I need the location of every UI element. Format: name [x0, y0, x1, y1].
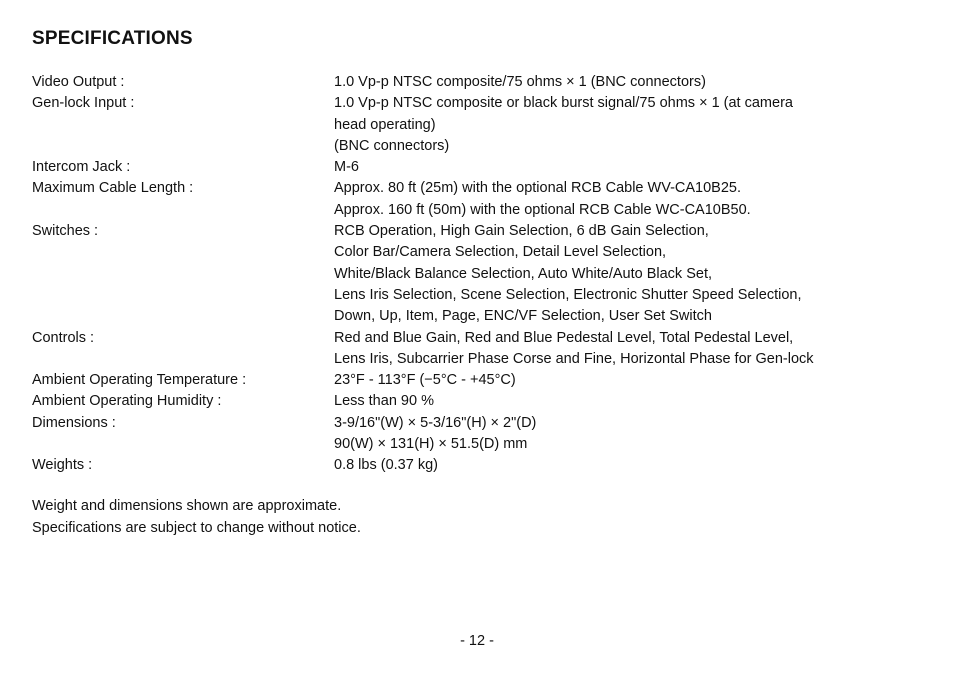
spec-values	[334, 157, 912, 178]
spec-value-line: Color Bar/Camera Selection, Detail Level Selection,	[334, 244, 667, 261]
spec-label: Switches :	[32, 223, 99, 240]
spec-value-line: White/Black Balance Selection, Auto White/Auto Black Set,	[334, 265, 712, 282]
page-number: - 12 -	[460, 633, 494, 649]
spec-value-line: Lens Iris Selection, Scene Selection, Electronic Shutter Speed Selection,	[334, 286, 802, 303]
spec-table	[32, 72, 912, 477]
spec-values	[334, 178, 912, 221]
notes	[32, 496, 361, 539]
spec-label: Maximum Cable Length :	[32, 180, 194, 197]
spec-label: Ambient Operating Temperature :	[32, 372, 247, 389]
spec-values	[334, 221, 912, 327]
spec-value-line: M-6	[334, 159, 359, 176]
spec-value-line: 1.0 Vp-p NTSC composite/75 ohms × 1 (BNC connectors)	[334, 74, 706, 90]
spec-row	[32, 328, 912, 371]
spec-label: Ambient Operating Humidity :	[32, 393, 222, 410]
spec-value-line: 90(W) × 131(H) × 51.5(D) mm	[334, 436, 528, 453]
spec-value-line: Approx. 160 ft (50m) with the optional RCB Cable WC-CA10B50.	[334, 201, 751, 218]
spec-label: Intercom Jack :	[32, 159, 131, 176]
spec-value-line: Less than 90 %	[334, 393, 434, 410]
spec-row	[32, 370, 912, 391]
spec-label: Weights :	[32, 457, 93, 474]
spec-value-line: 23°F - 113°F (−5°C - +45°C)	[334, 372, 516, 389]
spec-row	[32, 221, 912, 327]
spec-row	[32, 455, 912, 476]
spec-values	[334, 455, 912, 476]
spec-row	[32, 157, 912, 178]
spec-value-line: Lens Iris, Subcarrier Phase Corse and Fine, Horizontal Phase for Gen-lock	[334, 350, 814, 367]
spec-value-line: 0.8 lbs (0.37 kg)	[334, 457, 438, 474]
page-title: SPECIFICATIONS	[32, 28, 193, 49]
spec-values	[334, 413, 912, 456]
spec-value-line: Approx. 80 ft (25m) with the optional RCB Cable WV-CA10B25.	[334, 180, 741, 197]
spec-values	[334, 370, 912, 391]
spec-label: Video Output :	[32, 74, 125, 90]
note-line: Weight and dimensions shown are approximate.	[32, 498, 342, 514]
note-line: Specifications are subject to change without notice.	[32, 519, 361, 536]
spec-value-line: RCB Operation, High Gain Selection, 6 dB Gain Selection,	[334, 223, 709, 240]
spec-label: Gen-lock Input :	[32, 95, 135, 112]
spec-values	[334, 93, 912, 157]
spec-value-line: 1.0 Vp-p NTSC composite or black burst signal/75 ohms × 1 (at camera	[334, 95, 793, 112]
spec-label: Controls :	[32, 329, 95, 346]
spec-row	[32, 93, 912, 157]
spec-values	[334, 328, 912, 371]
spec-row	[32, 72, 912, 93]
spec-row	[32, 391, 912, 412]
spec-values	[334, 391, 912, 412]
spec-label: Dimensions :	[32, 414, 116, 431]
spec-value-line: 3-9/16"(W) × 5-3/16"(H) × 2"(D)	[334, 414, 537, 431]
spec-row	[32, 413, 912, 456]
spec-row	[32, 178, 912, 221]
spec-values	[334, 72, 912, 93]
spec-value-line: (BNC connectors)	[334, 137, 450, 154]
spec-value-line: Red and Blue Gain, Red and Blue Pedestal Level, Total Pedestal Level,	[334, 329, 794, 346]
spec-value-line: Down, Up, Item, Page, ENC/VF Selection, User Set Switch	[334, 308, 712, 325]
spec-value-line: head operating)	[334, 116, 436, 133]
